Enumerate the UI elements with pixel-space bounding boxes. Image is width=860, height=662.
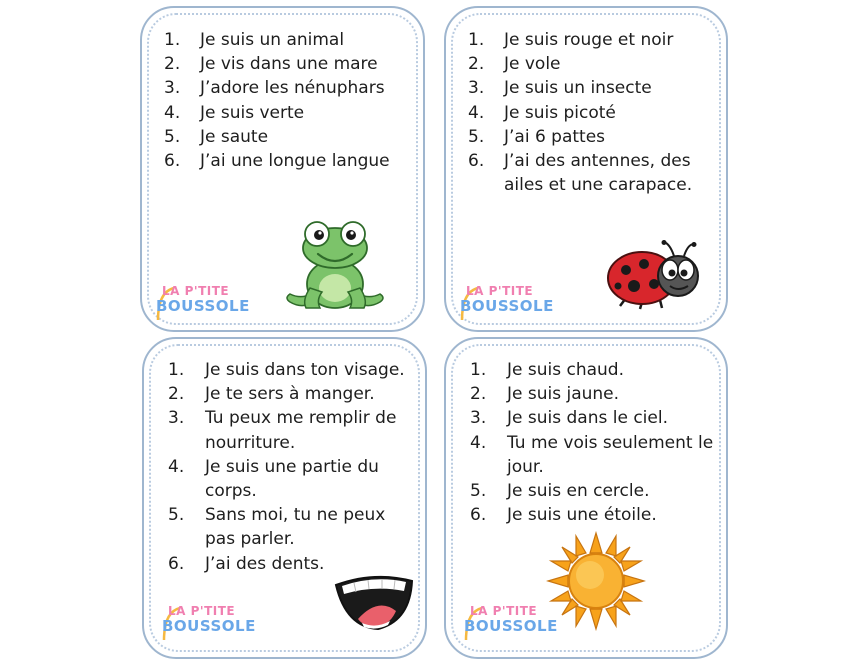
clue-item: [470, 479, 716, 503]
clue-number: 1.: [168, 360, 185, 380]
clue-number: 4.: [168, 456, 185, 477]
mouth-illustration: [332, 567, 416, 633]
clue-text: Tu peux me remplir de nourriture.: [205, 408, 397, 453]
brand-logo: [156, 284, 262, 324]
clue-number: 6.: [164, 151, 181, 172]
clue-item: [468, 149, 716, 197]
clue-text: Je suis un animal: [200, 30, 345, 50]
clue-number: 2.: [164, 54, 181, 75]
clue-number: 4.: [164, 102, 181, 123]
clue-number: 6.: [468, 151, 485, 172]
logo-line2: BOUSSOLE: [464, 617, 558, 635]
clue-text: J’ai des dents.: [205, 553, 325, 574]
clue-item: [168, 382, 415, 406]
clue-item: [168, 455, 415, 503]
clue-item: [168, 358, 415, 382]
clue-text: Je suis rouge et noir: [504, 30, 674, 50]
clue-text: Je suis une partie du corps.: [205, 456, 379, 502]
clue-number: 2.: [168, 384, 185, 405]
clue-text: Je vole: [504, 54, 561, 75]
clue-text: Je suis picoté: [504, 102, 616, 123]
clue-text: Je vis dans une mare: [200, 54, 378, 75]
clue-item: [470, 431, 716, 479]
clue-item: [470, 382, 716, 406]
clue-number: 5.: [470, 481, 487, 502]
clue-item: [470, 406, 716, 430]
clue-text: Je suis dans le ciel.: [507, 408, 668, 429]
clue-item: [168, 503, 415, 551]
clue-item: [468, 76, 716, 100]
clue-item: [164, 149, 413, 173]
clue-number: 3.: [164, 78, 181, 99]
clue-number: 4.: [470, 432, 487, 453]
logo-line2: BOUSSOLE: [460, 297, 554, 315]
clue-text: J’adore les nénuphars: [200, 78, 385, 99]
clue-item: [468, 125, 716, 149]
logo-line1: LA P'TITE: [168, 604, 236, 618]
clue-number: 1.: [470, 360, 487, 380]
clue-number: 1.: [468, 30, 485, 50]
clue-text: J’ai 6 pattes: [504, 126, 606, 147]
clue-number: 5.: [168, 505, 185, 526]
clue-item: [164, 52, 413, 76]
riddle-card-mouth: [142, 337, 427, 659]
clue-number: 6.: [470, 505, 487, 526]
logo-line2: BOUSSOLE: [156, 297, 250, 315]
clue-list: [164, 28, 413, 173]
clue-item: [468, 28, 716, 52]
clue-list: [168, 358, 415, 576]
clue-item: [164, 28, 413, 52]
clue-text: Tu me vois seulement le jour.: [507, 432, 714, 477]
clue-text: Je suis une étoile.: [507, 505, 657, 526]
clue-list: [470, 358, 716, 527]
clue-text: Je suis jaune.: [507, 384, 620, 405]
clue-item: [164, 125, 413, 149]
clue-number: 4.: [468, 102, 485, 123]
clue-text: Je suis dans ton visage.: [205, 360, 405, 380]
clue-number: 3.: [168, 408, 185, 429]
clue-text: Je suis en cercle.: [507, 481, 650, 502]
logo-line1: LA P'TITE: [470, 604, 538, 618]
clue-list: [468, 28, 716, 197]
frog-illustration: [280, 218, 390, 314]
clue-text: Je saute: [200, 126, 269, 147]
logo-line1: LA P'TITE: [162, 284, 230, 298]
clue-text: Je suis verte: [200, 102, 305, 123]
clue-text: J’ai une longue langue: [200, 151, 390, 172]
clue-number: 3.: [468, 78, 485, 99]
clue-item: [470, 358, 716, 382]
ladybug-illustration: [604, 240, 700, 310]
brand-logo: [460, 284, 566, 324]
clue-number: 2.: [470, 384, 487, 405]
clue-text: Je suis un insecte: [504, 78, 652, 99]
clue-number: 5.: [468, 126, 485, 147]
clue-item: [168, 552, 415, 576]
clue-text: Je suis chaud.: [507, 360, 624, 380]
logo-line2: BOUSSOLE: [162, 617, 256, 635]
clue-number: 6.: [168, 553, 185, 574]
clue-text: Je te sers à manger.: [205, 384, 375, 405]
brand-logo: [464, 604, 570, 644]
clue-item: [468, 101, 716, 125]
clue-item: [164, 101, 413, 125]
clue-item: [470, 503, 716, 527]
clue-text: J’ai des antennes, des ailes et une carapace.: [504, 151, 693, 196]
riddle-card-frog: [140, 6, 425, 332]
logo-line1: LA P'TITE: [466, 284, 534, 298]
clue-item: [168, 406, 415, 454]
clue-text: Sans moi, tu ne peux pas parler.: [205, 505, 386, 550]
clue-number: 5.: [164, 126, 181, 147]
clue-number: 1.: [164, 30, 181, 50]
brand-logo: [162, 604, 268, 644]
clue-item: [468, 52, 716, 76]
riddle-card-sun: [444, 337, 728, 659]
clue-number: 3.: [470, 408, 487, 429]
riddle-card-ladybug: [444, 6, 728, 332]
clue-number: 2.: [468, 54, 485, 75]
clue-item: [164, 76, 413, 100]
